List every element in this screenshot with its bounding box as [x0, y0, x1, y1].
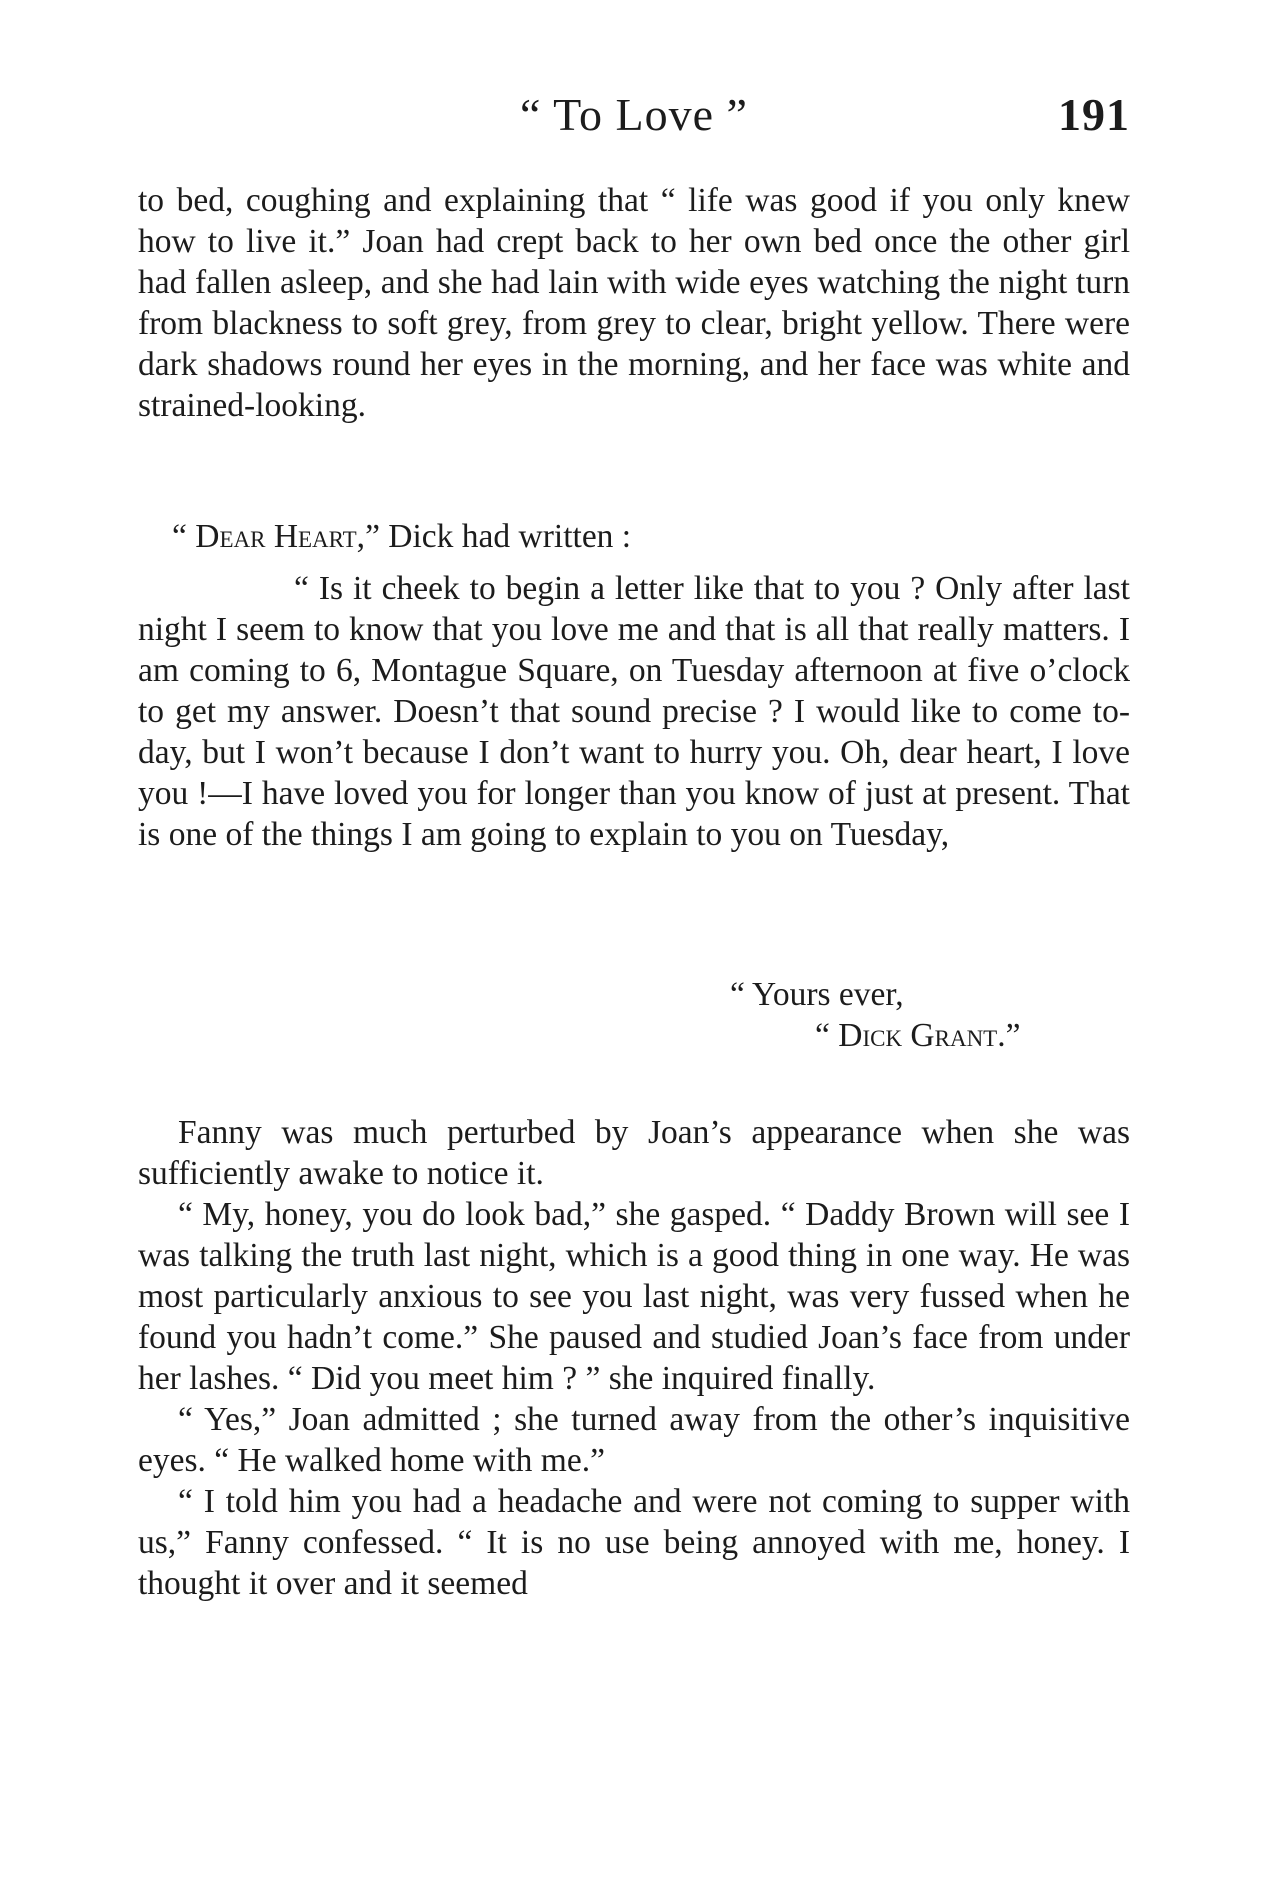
narrative-text: [138, 1112, 1130, 1604]
opening-paragraph: [138, 180, 1130, 426]
paragraph: to bed, coughing and explaining that “ life was good if you only knew how to live it.” Joan had crept back to her own bed once the other girl had fallen asleep, and she had lain with wide eyes watching the night turn from blackness to soft grey, from grey to clear, bright yellow. There were dark shadows round her eyes in the morning, and her face was white and strained-looking.: [138, 182, 1130, 424]
paragraph: Fanny was much perturbed by Joan’s appearance when she was sufficiently awake to notice it.: [138, 1114, 1130, 1192]
letter-paragraph: “ Is it cheek to begin a letter like that to you ? Only after last night I seem to know that you love me and that is all that really matters. I am coming to 6, Montague Square, on Tuesday afternoon at five o’clock to get my answer. Doesn’t that sound precise ? I would like to come to-day, but I won’t because I don’t want to hurry you. Oh, dear heart, I love you !—I have loved you for longer than you know of just at present. That is one of the things I am going to explain to you on Tuesday,: [138, 570, 1130, 853]
salutation-rest: ” Dick had written :: [365, 518, 632, 555]
signature-name: Dick Grant.: [838, 1017, 1006, 1054]
signature-close: ”: [1005, 1017, 1021, 1054]
page-number: 191: [1058, 89, 1130, 140]
signature-quote: “: [815, 1017, 839, 1054]
letter-body: [138, 568, 1130, 855]
salutation-name: Dear Heart,: [195, 518, 366, 555]
paragraph: “ My, honey, you do look bad,” she gasped. “ Daddy Brown will see I was talking the truth last night, which is a good thing in one way. He was most particularly anxious to see you last night, was very fussed when he found you hadn’t come.” She paused and studied Joan’s face from under her lashes. “ Did you meet him ? ” she inquired finally.: [138, 1196, 1130, 1397]
page-header: [138, 88, 1130, 158]
paragraph: “ I told him you had a headache and were not coming to supper with us,” Fanny confessed. “ It is no use being annoyed with me, honey. I thought it over and it seemed: [138, 1483, 1130, 1602]
letter-salutation: [172, 516, 631, 557]
letter-sign-off: “ Yours ever,: [730, 976, 904, 1013]
salutation-quote: “: [172, 518, 196, 555]
letter-signature: [815, 1015, 1020, 1056]
paragraph: “ Yes,” Joan admitted ; she turned away from the other’s inquisitive eyes. “ He walked home with me.”: [138, 1401, 1130, 1479]
running-title: “ To Love ”: [520, 89, 748, 140]
